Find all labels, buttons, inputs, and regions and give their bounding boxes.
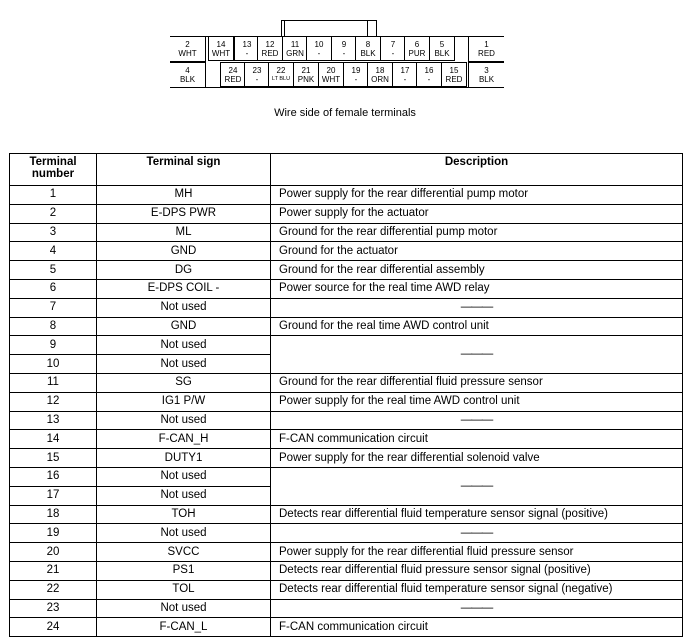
- pin-1: 1 RED: [468, 36, 504, 62]
- table-row: [10, 430, 683, 449]
- terminal-description: ———: [271, 524, 683, 543]
- pin-24: 24 RED: [220, 62, 246, 87]
- table-row: [10, 543, 683, 562]
- table-row: [10, 411, 683, 430]
- terminal-description: ———: [271, 298, 683, 317]
- terminal-sign: Not used: [97, 411, 271, 430]
- terminal-description: ———: [271, 599, 683, 618]
- terminal-sign: SVCC: [97, 543, 271, 562]
- diagram-caption: Wire side of female terminals: [274, 107, 416, 119]
- terminal-sign: ML: [97, 223, 271, 242]
- pin-22: 22 LT BLU: [268, 62, 294, 87]
- pin-17: 17 -: [392, 62, 418, 87]
- terminal-sign: F-CAN_H: [97, 430, 271, 449]
- header-description: Description: [271, 154, 683, 186]
- terminal-sign: GND: [97, 242, 271, 261]
- terminal-sign: Not used: [97, 467, 271, 486]
- terminal-description: Power supply for the rear differential solenoid valve: [271, 449, 683, 468]
- table-row: [10, 204, 683, 223]
- terminal-sign: Not used: [97, 599, 271, 618]
- terminal-description: Detects rear differential fluid temperature sensor signal (positive): [271, 505, 683, 524]
- pin-16: 16 -: [416, 62, 442, 87]
- terminal-sign: GND: [97, 317, 271, 336]
- terminal-sign: PS1: [97, 561, 271, 580]
- terminal-description: Detects rear differential fluid pressure sensor signal (positive): [271, 561, 683, 580]
- terminal-number: 23: [10, 599, 97, 618]
- terminal-sign: DG: [97, 261, 271, 280]
- table-row: [10, 223, 683, 242]
- table-row: [10, 618, 683, 637]
- pin-5: 5 BLK: [429, 36, 455, 61]
- terminal-number: 12: [10, 392, 97, 411]
- table-row: [10, 449, 683, 468]
- terminal-number: 20: [10, 543, 97, 562]
- terminal-number: 1: [10, 186, 97, 205]
- terminal-number: 11: [10, 373, 97, 392]
- pin-8: 8 BLK: [355, 36, 381, 61]
- table-row: [10, 467, 683, 486]
- terminal-description: Ground for the rear differential fluid pressure sensor: [271, 373, 683, 392]
- terminal-description: Power supply for the rear differential fluid pressure sensor: [271, 543, 683, 562]
- table-row: [10, 186, 683, 205]
- pin-10: 10 -: [306, 36, 332, 61]
- pin-21: 21 PNK: [293, 62, 319, 87]
- pin-11: 11 GRN: [282, 36, 308, 61]
- terminal-number: 24: [10, 618, 97, 637]
- terminal-number: 13: [10, 411, 97, 430]
- terminal-description: Power supply for the rear differential pump motor: [271, 186, 683, 205]
- terminal-description: ———: [271, 336, 683, 374]
- terminal-number: 6: [10, 279, 97, 298]
- table-row: [10, 317, 683, 336]
- terminal-description: F-CAN communication circuit: [271, 618, 683, 637]
- table-row: [10, 279, 683, 298]
- table-row: [10, 524, 683, 543]
- pin-2: 2 WHT: [170, 36, 206, 62]
- terminal-number: 10: [10, 355, 97, 374]
- pin-12: 12 RED: [257, 36, 283, 61]
- table-header-row: [10, 154, 683, 186]
- terminal-sign: DUTY1: [97, 449, 271, 468]
- connector-diagram: [170, 20, 504, 90]
- pin-19: 19 -: [343, 62, 369, 87]
- terminal-number: 18: [10, 505, 97, 524]
- terminal-sign: Not used: [97, 336, 271, 355]
- terminal-number: 8: [10, 317, 97, 336]
- table-row: [10, 261, 683, 280]
- terminal-number: 5: [10, 261, 97, 280]
- terminal-sign: Not used: [97, 486, 271, 505]
- pin-6: 6 PUR: [404, 36, 430, 61]
- terminal-number: 17: [10, 486, 97, 505]
- terminal-sign: IG1 P/W: [97, 392, 271, 411]
- terminal-number: 2: [10, 204, 97, 223]
- terminal-description: Ground for the real time AWD control unit: [271, 317, 683, 336]
- terminal-description: Detects rear differential fluid temperature sensor signal (negative): [271, 580, 683, 599]
- header-terminal-sign: Terminal sign: [97, 154, 271, 186]
- table-row: [10, 242, 683, 261]
- terminal-description: ———: [271, 411, 683, 430]
- terminal-number: 3: [10, 223, 97, 242]
- table-row: [10, 336, 683, 355]
- terminal-number: 14: [10, 430, 97, 449]
- terminal-sign: TOL: [97, 580, 271, 599]
- terminal-number: 4: [10, 242, 97, 261]
- terminal-number: 7: [10, 298, 97, 317]
- terminal-description: Ground for the actuator: [271, 242, 683, 261]
- terminal-description: Ground for the rear differential assembly: [271, 261, 683, 280]
- terminal-sign: F-CAN_L: [97, 618, 271, 637]
- terminal-number: 22: [10, 580, 97, 599]
- pin-14: 14 WHT: [208, 36, 234, 61]
- pin-4: 4 BLK: [170, 62, 206, 88]
- terminal-sign: Not used: [97, 298, 271, 317]
- pin-18: 18 ORN: [367, 62, 393, 87]
- pin-7: 7 -: [380, 36, 406, 61]
- terminal-description: Ground for the rear differential pump motor: [271, 223, 683, 242]
- terminal-number: 9: [10, 336, 97, 355]
- table-row: [10, 580, 683, 599]
- table-row: [10, 392, 683, 411]
- terminal-sign: E-DPS COIL -: [97, 279, 271, 298]
- pin-13: 13 -: [234, 36, 260, 61]
- terminal-number: 21: [10, 561, 97, 580]
- terminal-sign: Not used: [97, 355, 271, 374]
- terminal-description: F-CAN communication circuit: [271, 430, 683, 449]
- pin-23: 23 -: [244, 62, 270, 87]
- terminal-sign: MH: [97, 186, 271, 205]
- terminal-table: [9, 153, 683, 637]
- terminal-number: 15: [10, 449, 97, 468]
- table-row: [10, 505, 683, 524]
- table-row: [10, 298, 683, 317]
- terminal-sign: SG: [97, 373, 271, 392]
- header-terminal-number: Terminal number: [10, 154, 97, 186]
- terminal-description: ———: [271, 467, 683, 505]
- table-row: [10, 373, 683, 392]
- pin-9: 9 -: [331, 36, 357, 61]
- terminal-number: 19: [10, 524, 97, 543]
- pin-3: 3 BLK: [468, 62, 504, 88]
- terminal-description: Power supply for the real time AWD control unit: [271, 392, 683, 411]
- terminal-sign: TOH: [97, 505, 271, 524]
- pin-15: 15 RED: [441, 62, 467, 87]
- terminal-number: 16: [10, 467, 97, 486]
- table-row: [10, 599, 683, 618]
- pin-20: 20 WHT: [318, 62, 344, 87]
- terminal-sign: E-DPS PWR: [97, 204, 271, 223]
- terminal-sign: Not used: [97, 524, 271, 543]
- table-row: [10, 561, 683, 580]
- terminal-description: Power supply for the actuator: [271, 204, 683, 223]
- terminal-description: Power source for the real time AWD relay: [271, 279, 683, 298]
